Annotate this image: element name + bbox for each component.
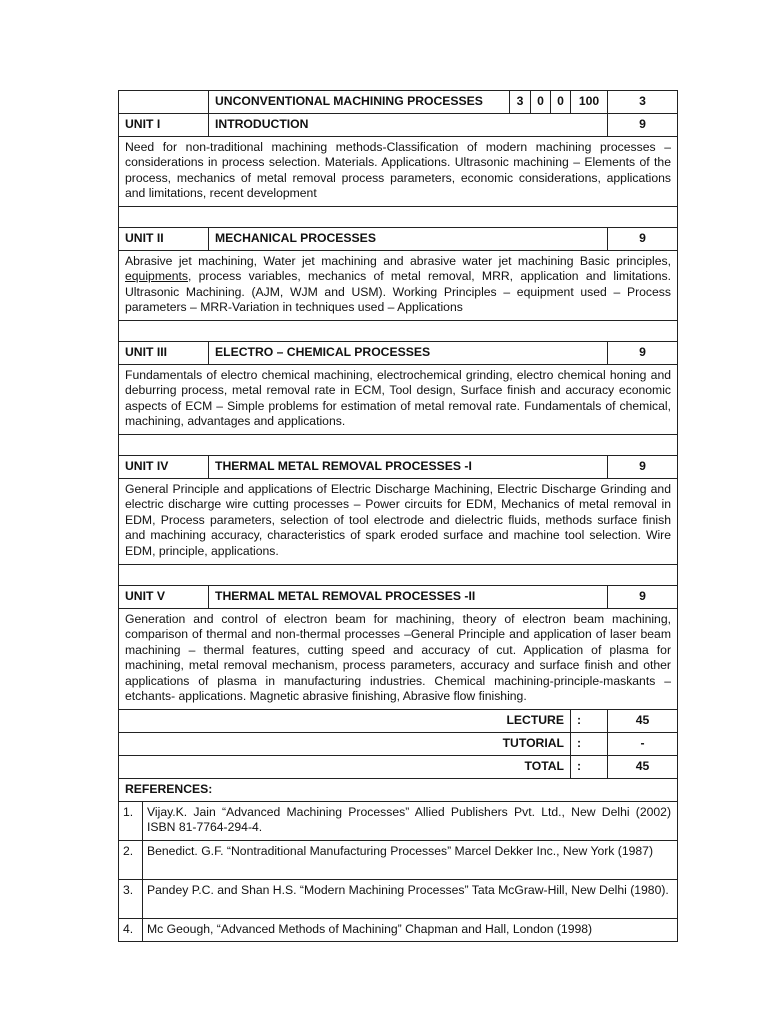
unit-4-header-row — [119, 456, 678, 479]
unit-4-title: THERMAL METAL REMOVAL PROCESSES -I — [209, 456, 608, 479]
total-label: TOTAL — [119, 756, 571, 779]
unit-4-content-row — [119, 479, 678, 565]
total-value: 45 — [608, 756, 678, 779]
references-header-row — [119, 779, 678, 802]
unit-2-content-start: Abrasive jet machining, Water jet machining and abrasive water jet machining Basic principles, — [125, 254, 671, 268]
course-credits: 3 — [608, 91, 678, 114]
course-header-row — [119, 91, 678, 114]
lecture-label: LECTURE — [119, 710, 571, 733]
reference-index: 2. — [119, 841, 143, 880]
references-heading: REFERENCES: — [119, 779, 678, 802]
unit-3-label: UNIT III — [119, 342, 209, 365]
unit-5-content: Generation and control of electron beam for machining, theory of electron beam machining, comparison of thermal and non-thermal processes –General Principle and application of laser beam machining – thermal features, cutting speed and accuracy of cut. Application of plasma for machining, metal removal mechanism, process parameters, accuracy and surface finish and other applications of plasma in manufacturing industries. Chemical machining-principle-maskants –etchants- applications. Magnetic abrasive finishing, Abrasive flow finishing. — [119, 609, 678, 710]
unit-5-label: UNIT V — [119, 586, 209, 609]
unit-5-content-row — [119, 609, 678, 710]
syllabus-table — [118, 90, 678, 779]
unit-3-content-row — [119, 365, 678, 435]
course-code-cell — [119, 91, 209, 114]
unit-1-content: Need for non-traditional machining methods-Classification of modern machining processes – considerations in process selection. Materials. Applications. Ultrasonic machining – Elements of the process, mechanics of metal removal process parameters, economic considerations, applications and limitations, recent development — [119, 137, 678, 207]
unit-1-header-row — [119, 114, 678, 137]
tutorial-row — [119, 733, 678, 756]
unit-4-hours: 9 — [608, 456, 678, 479]
tutorial-colon: : — [571, 733, 608, 756]
unit-2-label: UNIT II — [119, 228, 209, 251]
unit-5-hours: 9 — [608, 586, 678, 609]
reference-index: 1. — [119, 802, 143, 841]
reference-text: Mc Geough, “Advanced Methods of Machining” Chapman and Hall, London (1998) — [143, 919, 678, 942]
unit-2-content — [119, 251, 678, 321]
reference-item — [119, 802, 678, 841]
reference-text: Benedict. G.F. “Nontraditional Manufacturing Processes” Marcel Dekker Inc., New York (1987) — [143, 841, 678, 880]
course-marks: 100 — [571, 91, 608, 114]
lecture-row — [119, 710, 678, 733]
unit-2-content-row — [119, 251, 678, 321]
unit-3-header-row — [119, 342, 678, 365]
references-table — [118, 778, 678, 942]
spacer-row — [119, 435, 678, 456]
unit-2-title: MECHANICAL PROCESSES — [209, 228, 608, 251]
unit-1-label: UNIT I — [119, 114, 209, 137]
spacer-row — [119, 321, 678, 342]
unit-2-content-end: , process variables, mechanics of metal removal, MRR, application and limitations. Ultrasonic Machining. (AJM, WJM and USM). Working Principles – equipment used – Process parameters – MRR-Variation in techniques used – Applications — [125, 269, 671, 315]
course-tutorial-hours: 0 — [531, 91, 551, 114]
unit-3-title: ELECTRO – CHEMICAL PROCESSES — [209, 342, 608, 365]
syllabus-sheet — [118, 90, 677, 942]
unit-2-content-underlined: equipments — [125, 269, 189, 284]
unit-2-hours: 9 — [608, 228, 678, 251]
spacer-row — [119, 207, 678, 228]
tutorial-value: - — [608, 733, 678, 756]
unit-1-hours: 9 — [608, 114, 678, 137]
unit-4-label: UNIT IV — [119, 456, 209, 479]
total-row — [119, 756, 678, 779]
spacer-row — [119, 565, 678, 586]
course-lecture-hours: 3 — [510, 91, 531, 114]
course-title: UNCONVENTIONAL MACHINING PROCESSES — [209, 91, 510, 114]
reference-index: 4. — [119, 919, 143, 942]
unit-3-content: Fundamentals of electro chemical machining, electrochemical grinding, electro chemical honing and deburring process, metal removal rate in ECM, Tool design, Surface finish and accuracy economic aspects of ECM – Simple problems for estimation of metal removal rate. Fundamentals of chemical, machining, advantages and applications. — [119, 365, 678, 435]
lecture-colon: : — [571, 710, 608, 733]
unit-4-content: General Principle and applications of Electric Discharge Machining, Electric Discharge Grinding and electric discharge wire cutting processes – Power circuits for EDM, Mechanics of metal removal in EDM, Process parameters, selection of tool electrode and dielectric fluids, methods surface finish and machining accuracy, characteristics of spark eroded surface and machine tool selection. Wire EDM, principle, applications. — [119, 479, 678, 565]
unit-1-title: INTRODUCTION — [209, 114, 608, 137]
reference-item — [119, 841, 678, 880]
reference-index: 3. — [119, 880, 143, 919]
unit-2-header-row — [119, 228, 678, 251]
reference-item — [119, 880, 678, 919]
reference-text: Vijay.K. Jain “Advanced Machining Processes” Allied Publishers Pvt. Ltd., New Delhi (2002) ISBN 81-7764-294-4. — [143, 802, 678, 841]
tutorial-label: TUTORIAL — [119, 733, 571, 756]
unit-3-hours: 9 — [608, 342, 678, 365]
unit-1-content-row — [119, 137, 678, 207]
course-practical-hours: 0 — [551, 91, 571, 114]
reference-text: Pandey P.C. and Shan H.S. “Modern Machining Processes” Tata McGraw-Hill, New Delhi (1980). — [143, 880, 678, 919]
unit-5-header-row — [119, 586, 678, 609]
reference-item — [119, 919, 678, 942]
lecture-value: 45 — [608, 710, 678, 733]
total-colon: : — [571, 756, 608, 779]
unit-5-title: THERMAL METAL REMOVAL PROCESSES -II — [209, 586, 608, 609]
